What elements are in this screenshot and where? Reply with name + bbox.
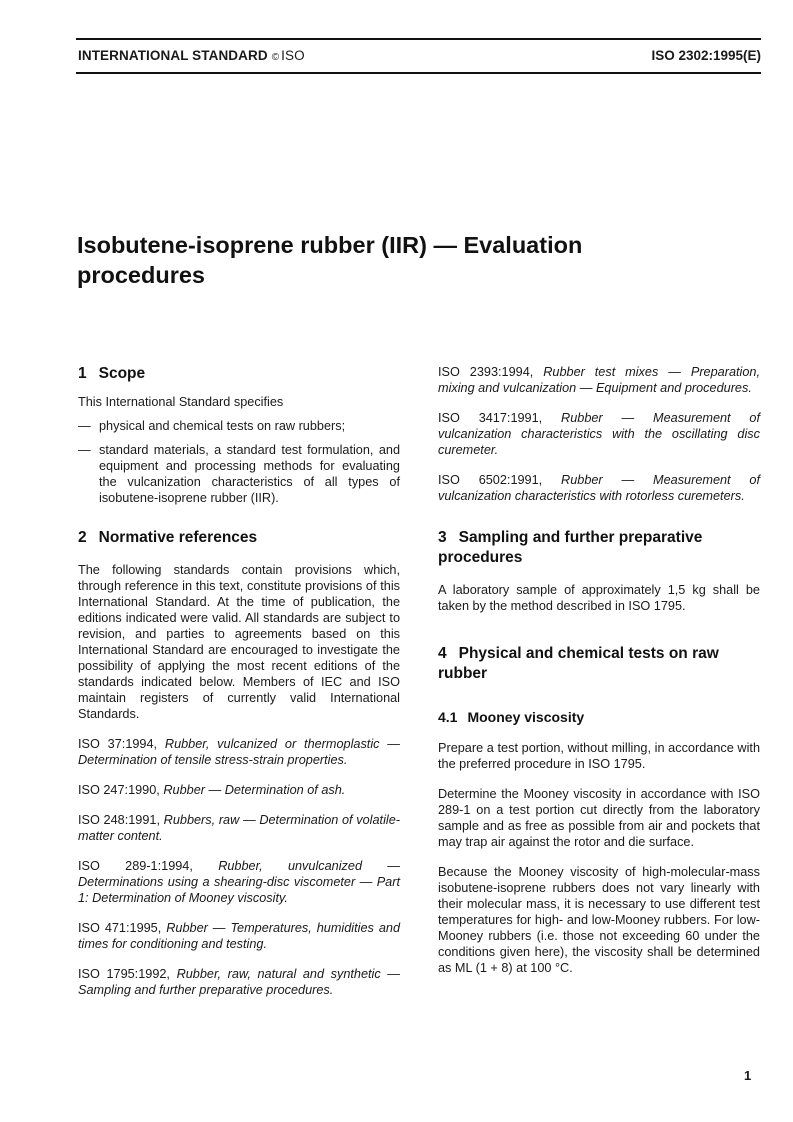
reference-title: Rubber, raw, natural and synthetic — Sampling and further preparative procedures. [78,967,400,997]
sampling-paragraph: A laboratory sample of approximately 1,5 kg shall be taken by the method described in ISO 1795. [438,583,760,613]
section-title: Physical and chemical tests on raw rubber [438,645,719,682]
section-3-heading [438,528,760,568]
header-top-rule [76,38,761,40]
reference-title: Rubber — Determination of ash. [163,783,346,797]
section-number: 2 [78,529,87,546]
reference-id: ISO 37:1994, [78,737,158,751]
copyright-symbol: © [271,52,280,63]
reference-entry [438,364,760,396]
scope-list-item: — standard materials, a standard test formulation, and equipment and processing methods for evaluating the vulcanization characteristics of all types of isobutene-isoprene rubber (IIR). [78,443,400,505]
reference-id: ISO 2393:1994, [438,365,534,379]
mooney-paragraph: Because the Mooney viscosity of high-molecular-mass isobutene-isoprene rubbers does not vary linearly with their molecular mass, it is necessary to use different test temperatures for high- and low-Mooney rubbers. For low-Mooney rubbers (i.e. those not exceeding 60 under the conditions given here), the viscosity shall be determined as ML (1 + 8) at 100 °C. [438,865,760,975]
reference-id: ISO 1795:1992, [78,967,170,981]
header-left [78,48,305,63]
subsection-number: 4.1 [438,709,458,725]
reference-title: Rubber, vulcanized or thermoplastic — Determination of tensile stress-strain properties. [78,737,400,767]
section-title: Normative references [98,529,258,546]
copyright-org: ISO [281,48,305,63]
title-line-2: procedures [77,262,205,288]
section-1-heading [78,364,400,384]
header-bottom-rule [76,72,761,74]
reference-entry [78,736,400,768]
subsection-title: Mooney viscosity [467,709,585,725]
reference-id: ISO 248:1991, [78,813,160,827]
reference-entry [78,966,400,998]
reference-id: ISO 471:1995, [78,921,162,935]
reference-title: Rubber — Measurement of vulcanization characteristics with rotorless curemeters. [438,473,760,503]
section-2-heading [78,528,400,548]
reference-entry [78,782,400,798]
reference-entry [78,920,400,952]
reference-entry [438,472,760,504]
section-4-1-heading [438,708,760,726]
section-number: 3 [438,529,447,546]
reference-title: Rubbers, raw — Determination of volatile-matter content. [78,813,400,843]
mooney-paragraph: Determine the Mooney viscosity in accordance with ISO 289-1 on a test portion cut directly from the laboratory sample and as free as possible from air and pockets that may trap air against the rotor and die surface. [438,787,760,849]
reference-entry [78,858,400,906]
title-line-1: Isobutene-isoprene rubber (IIR) — Evaluation [77,232,583,258]
reference-entry [78,812,400,844]
section-4-heading [438,644,760,684]
scope-list-item: — physical and chemical tests on raw rubbers; [78,418,400,434]
reference-id: ISO 289-1:1994, [78,859,193,873]
header-standard-label: INTERNATIONAL STANDARD [78,48,268,63]
right-column [438,364,760,976]
reference-id: ISO 247:1990, [78,783,160,797]
document-title [77,230,697,290]
section-number: 4 [438,645,447,662]
mooney-paragraph: Prepare a test portion, without milling, in accordance with the preferred procedure in ISO 1795. [438,741,760,771]
section-title: Scope [98,365,146,382]
section-number: 1 [78,365,87,382]
scope-intro: This International Standard specifies [78,395,284,409]
reference-id: ISO 3417:1991, [438,411,543,425]
reference-title: Rubber test mixes — Preparation, mixing and vulcanization — Equipment and procedures. [438,365,760,395]
left-column [78,364,400,998]
normative-paragraph: The following standards contain provisions which, through reference in this text, constitute provisions of this International Standard. At the time of publication, the editions indicated were valid. All standards are subject to revision, and parties to agreements based on this International Standard are encouraged to investigate the possibility of applying the most recent editions of the standards indicated below. Members of IEC and ISO maintain registers of currently valid International Standards. [78,563,400,721]
header-document-id: ISO 2302:1995(E) [651,48,761,63]
scope-item-text: standard materials, a standard test formulation, and equipment and processing methods for evaluating the vulcanization characteristics of all types of isobutene-isoprene rubber (IIR). [99,443,400,505]
page-header [78,48,761,66]
reference-title: Rubber — Temperatures, humidities and times for conditioning and testing. [78,921,400,951]
reference-id: ISO 6502:1991, [438,473,543,487]
section-title: Sampling and further preparative procedures [438,529,703,566]
page-number: 1 [744,1068,752,1083]
reference-title: Rubber, unvulcanized — Determinations using a shearing-disc viscometer — Part 1: Determination of Mooney viscosity. [78,859,400,905]
scope-item-text: physical and chemical tests on raw rubbers; [99,419,346,433]
reference-entry [438,410,760,458]
reference-title: Rubber — Measurement of vulcanization characteristics with the oscillating disc curemeter. [438,411,760,457]
